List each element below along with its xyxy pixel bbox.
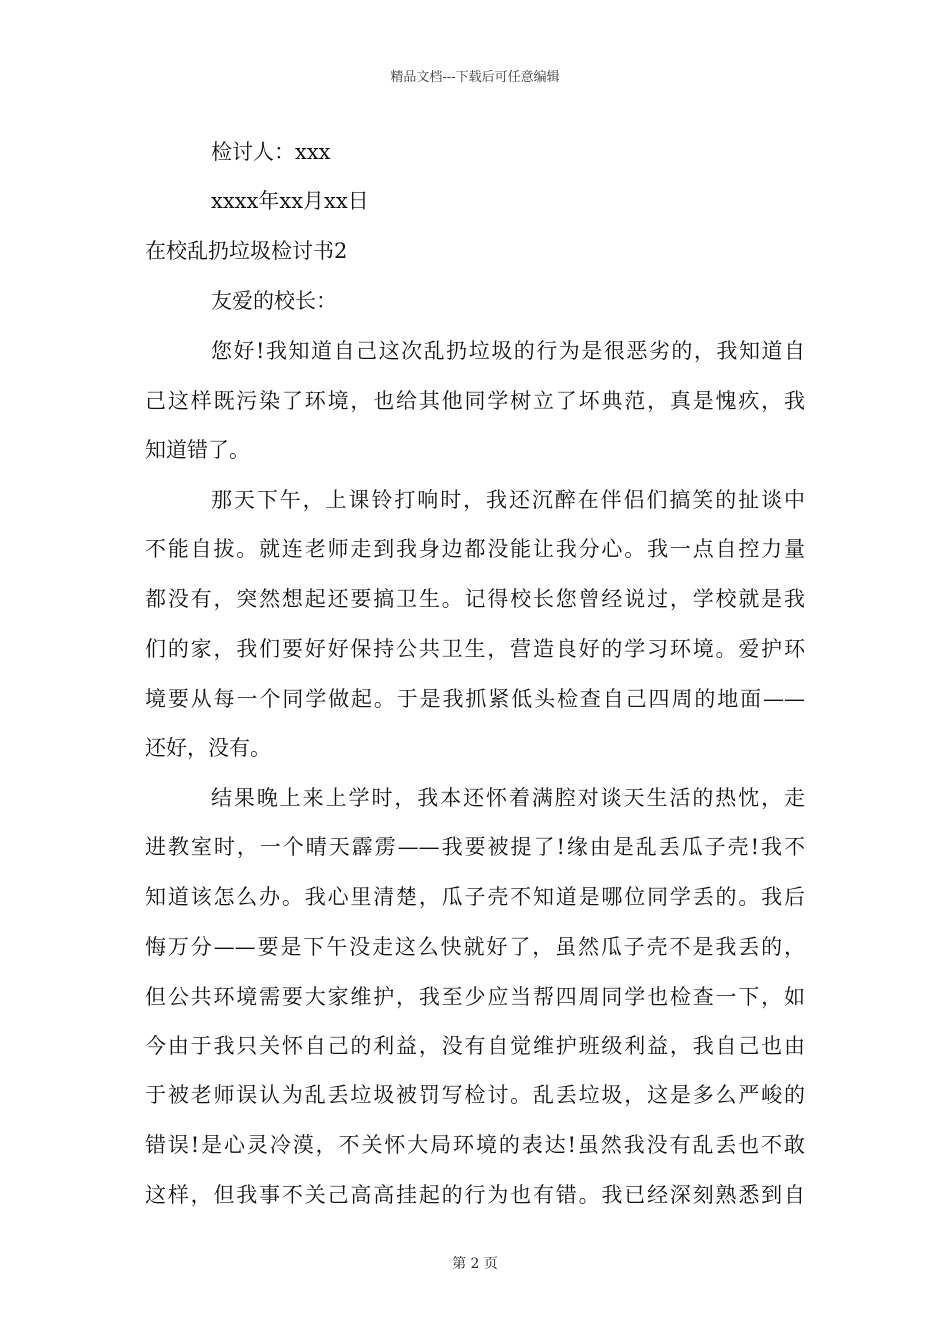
- paragraph-line: 于被老师误认为乱丢垃圾被罚写检讨。乱丢垃圾，这是多么严峻的: [145, 1083, 805, 1107]
- salutation: 友爱的校长：: [211, 289, 337, 313]
- reviewer-signature: 检讨人：xxx: [211, 140, 331, 164]
- paragraph-line: 们的家，我们要好好保持公共卫生，营造良好的学习环境。爱护环: [145, 637, 805, 661]
- document-title: 在校乱扔垃圾检讨书2: [145, 239, 348, 263]
- paragraph-line: 不能自拔。就连老师走到我身边都没能让我分心。我一点自控力量: [145, 537, 805, 561]
- paragraph-line: 都没有，突然想起还要搞卫生。记得校长您曾经说过，学校就是我: [145, 587, 805, 611]
- paragraph-line: 知道该怎么办。我心里清楚，瓜子壳不知道是哪位同学丢的。我后: [145, 885, 805, 909]
- paragraph-line: 今由于我只关怀自己的利益，没有自觉维护班级利益，我自己也由: [145, 1034, 805, 1058]
- paragraph-line: 还好，没有。: [145, 736, 271, 760]
- paragraph-line: 知道错了。: [145, 438, 250, 462]
- paragraph-line: 您好!我知道自己这次乱扔垃圾的行为是很恶劣的，我知道自: [211, 339, 805, 363]
- paragraph-line: 悔万分——要是下午没走这么快就好了，虽然瓜子壳不是我丢的，: [145, 935, 805, 959]
- paragraph-line: 但公共环境需要大家维护，我至少应当帮四周同学也检查一下，如: [145, 985, 805, 1009]
- signature-date: xxxx年xx月xx日: [211, 189, 369, 213]
- page-number: 第 2 页: [452, 1256, 498, 1272]
- paragraph-line: 进教室时，一个晴天霹雳——我要被提了!缘由是乱丢瓜子壳!我不: [145, 835, 805, 859]
- page-header: 精品文档---下载后可任意编辑: [390, 70, 560, 85]
- paragraph-line: 结果晚上来上学时，我本还怀着满腔对谈天生活的热忱，走: [211, 786, 805, 810]
- paragraph-line: 这样，但我事不关己高高挂起的行为也有错。我已经深刻熟悉到自: [145, 1183, 805, 1207]
- paragraph-line: 那天下午，上课铃打响时，我还沉醉在伴侣们搞笑的扯谈中: [211, 488, 805, 512]
- paragraph-line: 错误!是心灵冷漠，不关怀大局环境的表达!虽然我没有乱丢也不敢: [145, 1133, 805, 1157]
- paragraph-line: 己这样既污染了环境，也给其他同学树立了坏典范，真是愧疚，我: [145, 389, 805, 413]
- paragraph-line: 境要从每一个同学做起。于是我抓紧低头检查自己四周的地面——: [145, 687, 805, 711]
